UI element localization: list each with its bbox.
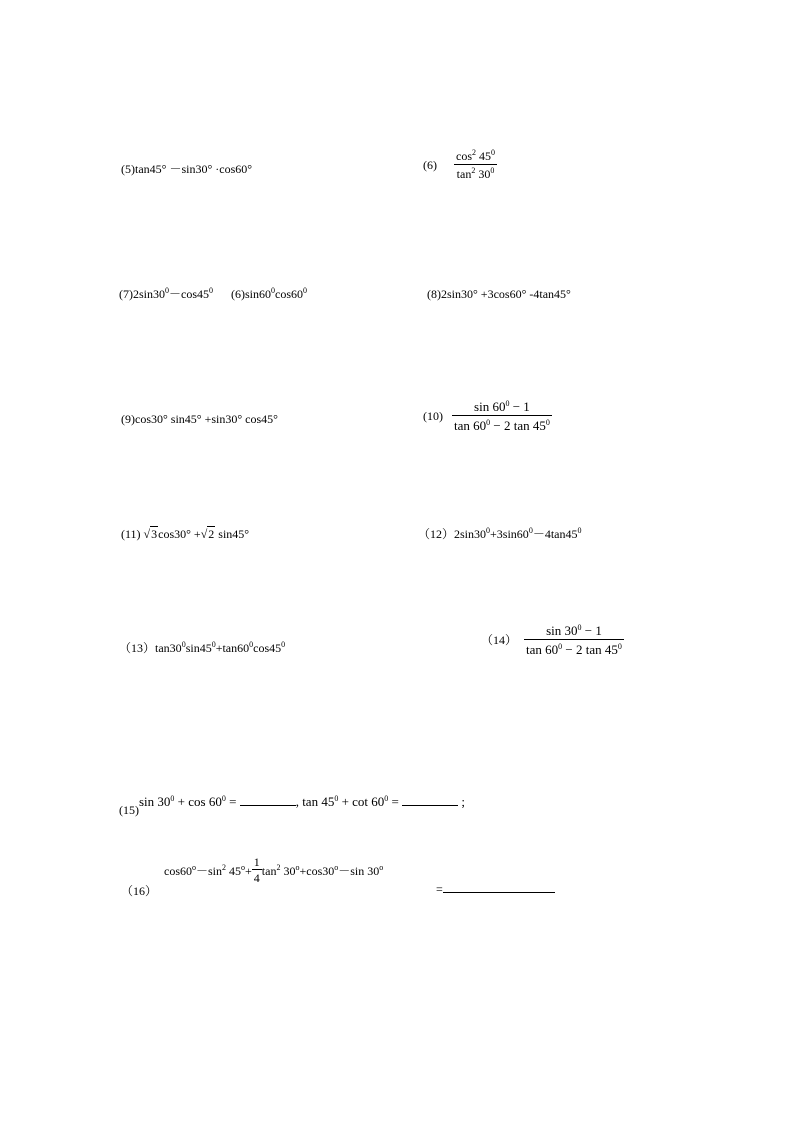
expression-part: sin45 (185, 641, 212, 655)
expression-part: sin 30 (139, 794, 171, 809)
problem-expression: 2sin30° +3cos60° -4tan45° (441, 287, 571, 301)
expression-part: cos60 (164, 864, 192, 878)
problem-8 (427, 288, 571, 300)
expression-part: －cos45 (169, 287, 210, 301)
problem-10 (423, 400, 552, 432)
expression-part: 30 (280, 864, 296, 878)
expression-part: sin60 (245, 287, 272, 301)
problem-13: $(13)\tan 30^0\sin 45^0+\tan 60^0\cos 45^0$ (119, 640, 286, 655)
fraction (524, 624, 624, 656)
equals-sign: = (388, 794, 403, 809)
problem-7 (119, 288, 307, 300)
problem-label: (15) (119, 803, 139, 817)
square-root: √3 (143, 527, 158, 541)
denominator: $\tan 60^0 - 2$ $\tan 45^0$ (454, 418, 550, 433)
problem-expression: tan45° －sin30° ·cos60° (135, 162, 253, 176)
numerator: $\cos^2 45^0$ (456, 148, 495, 163)
expression-part: + (245, 864, 252, 878)
problem-16-answer (436, 883, 555, 895)
problem-15: (15)sin $30^0 + \cos 60^0$ = , $\tan 45^0 + \cot 60^0$ = ; (119, 794, 466, 817)
expression-part: tan (261, 864, 277, 878)
expression-part: cos60 (275, 287, 304, 301)
problem-label: (9) (121, 412, 135, 426)
expression-part: + cot 60 (338, 794, 385, 809)
fraction (452, 400, 552, 432)
fraction (252, 856, 262, 884)
expression-part: 2sin30 (454, 527, 487, 541)
problem-expression: cos30° sin45° +sin30° cos45° (135, 412, 278, 426)
fraction (454, 150, 497, 180)
expression-part: +cos30 (299, 864, 335, 878)
equals-sign: = (225, 794, 240, 809)
problem-label: （16） (121, 884, 158, 898)
problem-14 (481, 624, 624, 656)
numerator: 1 (253, 855, 260, 869)
problem-11 (121, 526, 249, 540)
problem-9 (121, 413, 278, 425)
degree-mark: 0 (165, 286, 170, 295)
denominator: 4 (253, 871, 260, 885)
problem-label: (6) (423, 158, 437, 172)
problem-12: $(12)2\sin 30^0+3\sin 60^0-4\tan 45^0$ (418, 526, 582, 541)
denominator: $\tan^2 30^0$ (456, 166, 495, 181)
problem-label: （12） (418, 527, 455, 541)
problem-5 (121, 163, 252, 175)
sub-problem-label: (6) (231, 287, 246, 301)
degree-mark: 0 (303, 286, 308, 295)
equals-sign: = (436, 882, 443, 896)
numerator: $\sin 30^0 - 1$ (524, 624, 624, 640)
problem-label: (10) (423, 409, 443, 423)
expression-part: cos30° + (158, 527, 201, 541)
problem-label: (7) (119, 287, 133, 301)
answer-blank[interactable] (402, 805, 458, 806)
square-root: √2 (200, 527, 215, 541)
degree-mark: 0 (271, 286, 276, 295)
expression-part: +3sin60 (490, 527, 529, 541)
expression-part: cos45 (253, 641, 282, 655)
expression-part: tan30 (155, 641, 182, 655)
expression-part: +tan60 (215, 641, 250, 655)
expression-part: －sin 30 (338, 864, 380, 878)
expression-part: －sin (196, 864, 223, 878)
expression-part: 45 (226, 864, 242, 878)
answer-blank[interactable] (443, 892, 555, 893)
problem-label: （14） (481, 633, 518, 647)
problem-16 (121, 857, 158, 898)
problem-label: (11) (121, 527, 141, 541)
expression-part: ; (458, 794, 466, 809)
expression-part: sin45° (218, 527, 250, 541)
answer-blank[interactable] (240, 805, 296, 806)
denominator: $\tan 60^0 - 2$ $\tan 45^0$ (526, 642, 622, 657)
expression-part: + cos 60 (174, 794, 222, 809)
numerator: $\sin 60^0 - 1$ (452, 400, 552, 416)
problem-label: (5) (121, 162, 135, 176)
problem-6 (423, 150, 497, 180)
expression-part: , tan 45 (295, 794, 335, 809)
problem-label: (8) (427, 287, 441, 301)
problem-label: （13） (119, 641, 156, 655)
degree-mark: 0 (209, 286, 214, 295)
problem-16-expression: $\cos 60^o-\sin^2$ $45^o+$ $\frac{1}{4}$ $\tan^2 30^o+\cos 30^o-\sin$ 30$^o$ (164, 855, 384, 885)
expression-part: 2sin30 (133, 287, 166, 301)
expression-part: －4tan45 (532, 527, 578, 541)
